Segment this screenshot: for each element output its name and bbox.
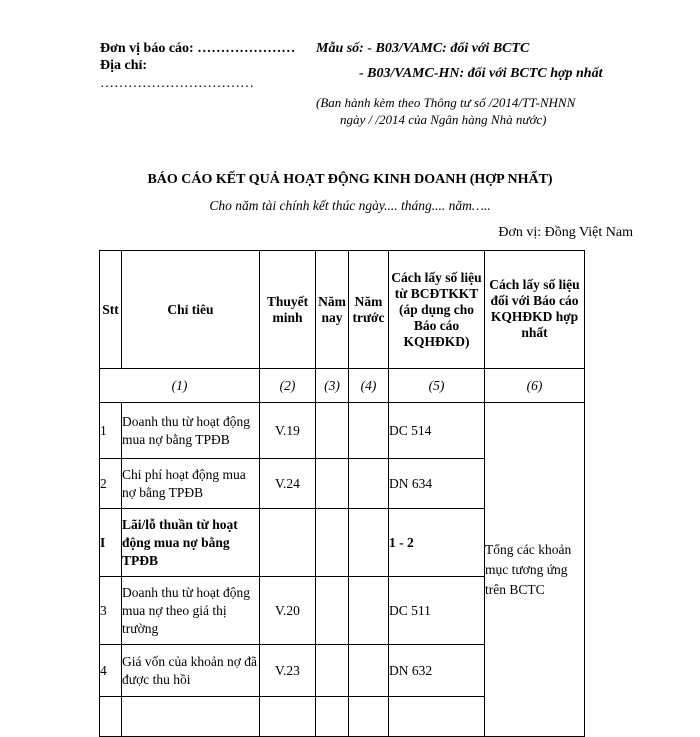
column-number-6: (6) bbox=[485, 369, 585, 403]
issued-by-line-1: (Ban hành kèm theo Thông tư số /2014/TT-NHNN bbox=[316, 95, 576, 110]
row-cach-lay: DN 632 bbox=[389, 645, 485, 697]
row-cach-lay: 1 - 2 bbox=[389, 509, 485, 577]
row-thuyet-minh bbox=[260, 509, 316, 577]
form-number-line-2: - B03/VAMC-HN: đối với BCTC hợp nhất bbox=[359, 66, 603, 81]
row-nam-truoc bbox=[349, 577, 389, 645]
column-number-3: (3) bbox=[316, 369, 349, 403]
column-number-4: (4) bbox=[349, 369, 389, 403]
row-nam-nay bbox=[316, 509, 349, 577]
row-thuyet-minh bbox=[260, 697, 316, 737]
row-nam-truoc bbox=[349, 459, 389, 509]
header-thuyet-minh: Thuyết minh bbox=[260, 251, 316, 369]
table-header-row bbox=[100, 251, 585, 369]
header-nam-truoc: Năm trước bbox=[349, 251, 389, 369]
row-stt: 3 bbox=[100, 577, 122, 645]
row-stt bbox=[100, 697, 122, 737]
row-thuyet-minh: V.20 bbox=[260, 577, 316, 645]
row-nam-nay bbox=[316, 645, 349, 697]
header-stt: Stt bbox=[100, 251, 122, 369]
row-chi-tieu: Doanh thu từ hoạt động mua nợ bằng TPĐB bbox=[122, 403, 260, 459]
address-dots: …………………………… bbox=[100, 76, 254, 91]
row-nam-nay bbox=[316, 577, 349, 645]
row-cach-lay bbox=[389, 697, 485, 737]
row-chi-tieu: Chi phí hoạt động mua nợ bằng TPĐB bbox=[122, 459, 260, 509]
column-number-1: (1) bbox=[100, 369, 260, 403]
reporting-unit: Đơn vị báo cáo: ………………… bbox=[100, 41, 296, 56]
row-chi-tieu: Giá vốn của khoản nợ đã được thu hồi bbox=[122, 645, 260, 697]
header-chi-tieu: Chỉ tiêu bbox=[122, 251, 260, 369]
document-subtitle: Cho năm tài chính kết thúc ngày.... tháng.... năm….. bbox=[209, 198, 491, 213]
row-stt: 2 bbox=[100, 459, 122, 509]
row-nam-nay bbox=[316, 697, 349, 737]
header-nam-nay: Năm nay bbox=[316, 251, 349, 369]
row-stt: 4 bbox=[100, 645, 122, 697]
consolidated-note: Tổng các khoản mục tương ứng trên BCTC bbox=[485, 403, 585, 737]
row-cach-lay: DN 634 bbox=[389, 459, 485, 509]
row-chi-tieu bbox=[122, 697, 260, 737]
row-chi-tieu: Lãi/lỗ thuần từ hoạt động mua nợ bằng TPĐB bbox=[122, 509, 260, 577]
row-cach-lay: DC 514 bbox=[389, 403, 485, 459]
address-label: Địa chỉ: bbox=[100, 58, 148, 73]
row-nam-nay bbox=[316, 459, 349, 509]
row-chi-tieu: Doanh thu từ hoạt động mua nợ theo giá thị trường bbox=[122, 577, 260, 645]
table-row bbox=[100, 403, 585, 459]
row-nam-truoc bbox=[349, 509, 389, 577]
document-title: BÁO CÁO KẾT QUẢ HOẠT ĐỘNG KINH DOANH (HỢP NHẤT) bbox=[147, 172, 553, 187]
column-number-row bbox=[100, 369, 585, 403]
row-nam-truoc bbox=[349, 645, 389, 697]
issued-by-line-2: ngày / /2014 của Ngân hàng Nhà nước) bbox=[340, 112, 547, 127]
row-thuyet-minh: V.23 bbox=[260, 645, 316, 697]
row-nam-nay bbox=[316, 403, 349, 459]
row-thuyet-minh: V.19 bbox=[260, 403, 316, 459]
header-cach-lay-hop-nhat: Cách lấy số liệu đối với Báo cáo KQHĐKD hợp nhất bbox=[485, 251, 585, 369]
row-cach-lay: DC 511 bbox=[389, 577, 485, 645]
column-number-5: (5) bbox=[389, 369, 485, 403]
row-stt: I bbox=[100, 509, 122, 577]
column-number-2: (2) bbox=[260, 369, 316, 403]
income-statement-table bbox=[99, 250, 585, 737]
row-stt: 1 bbox=[100, 403, 122, 459]
currency-unit: Đơn vị: Đồng Việt Nam bbox=[498, 225, 633, 240]
row-nam-truoc bbox=[349, 403, 389, 459]
row-nam-truoc bbox=[349, 697, 389, 737]
row-thuyet-minh: V.24 bbox=[260, 459, 316, 509]
header-cach-lay-bcdtkkt: Cách lấy số liệu từ BCĐTKKT (áp dụng cho Báo cáo KQHĐKD) bbox=[389, 251, 485, 369]
form-number-line-1: Mẫu số: - B03/VAMC: đối với BCTC bbox=[316, 41, 530, 56]
